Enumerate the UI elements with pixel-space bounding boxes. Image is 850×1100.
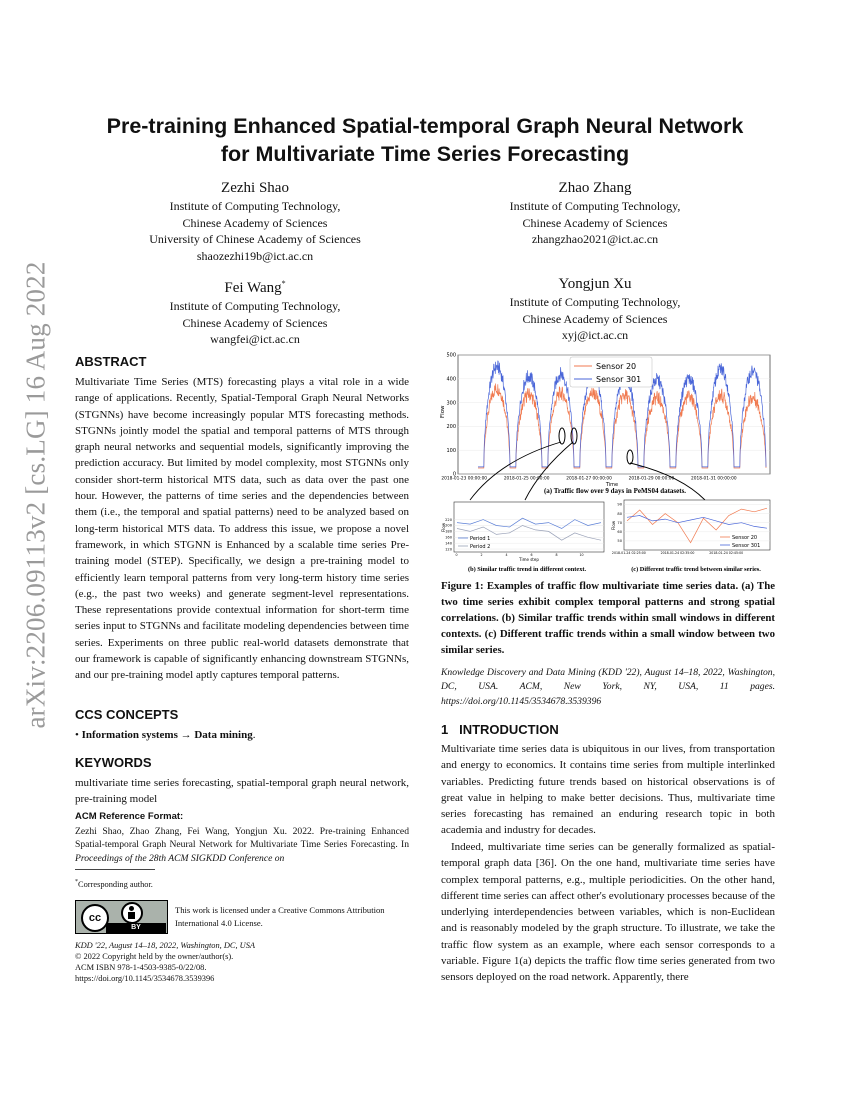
subcaption-a: (a) Traffic flow over 9 days in PeMS04 datasets. [543, 487, 687, 495]
author-affiliation: Institute of Computing Technology, [509, 199, 681, 213]
panel-a-ylabel: Flow [440, 405, 446, 418]
intro-heading-text: INTRODUCTION [459, 722, 559, 737]
copyright-isbn: ACM ISBN 978-1-4503-9385-0/22/08. [75, 963, 207, 972]
y-tick-label: 200 [445, 523, 452, 528]
author-email[interactable]: zhangzhao2021@ict.ac.cn [531, 232, 659, 246]
author-affiliation: Institute of Computing Technology, [509, 295, 681, 309]
subcaption-c: (c) Different traffic trend between similar series. [631, 566, 761, 573]
ccs-heading: CCS CONCEPTS [75, 707, 179, 722]
author-name: Zezhi Shao [221, 180, 289, 196]
author-email[interactable]: xyj@ict.ac.cn [561, 328, 629, 342]
intro-heading-number: 1 [441, 722, 449, 737]
y-tick-label: 50 [617, 539, 622, 544]
x-tick-label: 4 [505, 553, 508, 558]
arxiv-stamp [16, 261, 56, 729]
copyright-block [75, 940, 255, 984]
subcaption-b: (b) Similar traffic trend in different context. [467, 566, 587, 573]
footnote-mark: * [75, 879, 78, 885]
author-affiliation: Chinese Academy of Sciences [182, 315, 328, 330]
keywords-heading: KEYWORDS [75, 755, 152, 770]
panel-a [440, 353, 770, 500]
panel-c [611, 500, 770, 555]
acm-ref-plain: Zezhi Shao, Zhao Zhang, Fei Wang, Yongjun Xu. 2022. Pre-training Enhanced Spatial-temporal Graph Neural Network for Multivariate Time Series Forecasting. In [75, 826, 409, 851]
y-tick-label: 100 [446, 447, 456, 454]
x-tick-label: 10 [579, 553, 584, 558]
y-tick-label: 180 [445, 529, 452, 534]
cc-license-badge[interactable] [75, 900, 168, 934]
author-affiliation: Institute of Computing Technology, [169, 199, 341, 213]
y-tick-label: 80 [617, 511, 622, 516]
y-tick-label: 60 [617, 530, 622, 535]
acm-ref-heading: ACM Reference Format: [75, 811, 184, 822]
author-affiliation: Institute of Computing Technology, [169, 299, 341, 313]
author-block-4 [440, 274, 750, 344]
panel-b [441, 502, 604, 562]
author-name: Yongjun Xu [558, 276, 632, 292]
figure-1 [440, 350, 775, 575]
intro-paragraph-2: Indeed, multivariate time series can be generally formalized as spatial-temporal graph data [36]. On the one hand, multivariate time series have complex temporal patterns, e.g., multiple periodicities. On the other hand, different time series can affect other's evolutionary processes because of the underlying interdependencies between variables, which is non-Euclidean and is reasonably modeled by the graph structure. To illustrate, we take the traffic flow system as an example, where each sensor corresponds to a variable. Figure 1(a) depicts the traffic flow time series generated from two sensors deployed on the road network. Apparently, there [441, 841, 775, 984]
x-tick-label: 2018-01-24 02:25:00 [611, 551, 646, 556]
y-tick-label: 70 [617, 520, 622, 525]
ccs-item: Data mining [194, 729, 253, 741]
y-tick-label: 90 [617, 502, 622, 507]
x-tick-label: 2 [480, 553, 483, 558]
author-name: Zhao Zhang [558, 180, 632, 196]
y-tick-label: 200 [446, 424, 456, 431]
y-tick-label: 160 [445, 535, 452, 540]
author-block-1 [100, 178, 410, 264]
author-name: Fei Wang [224, 280, 282, 296]
author-affiliation: Chinese Academy of Sciences [182, 215, 328, 230]
author-affiliation: Chinese Academy of Sciences [522, 215, 668, 230]
panel-a-xticks [441, 475, 737, 481]
figure-caption: Figure 1: Examples of traffic flow multivariate time series data. (a) The two time series exhibit complex temporal patterns and strong spatial correlations. (b) Similar traffic trends within small windows in different contexts. (c) Different traffic trends within a small window between two similar series. [441, 580, 775, 656]
legend-period-1: Period 1 [470, 536, 491, 542]
footnote-rule [75, 869, 155, 870]
legend-sensor-301: Sensor 301 [596, 375, 642, 384]
conference-note: Knowledge Discovery and Data Mining (KDD '22), August 14–18, 2022, Washington, DC, USA. ACM, New York, NY, USA, 11 pages. https://doi.org/10.1145/3534678.3539396 [441, 667, 775, 707]
figure-svg [440, 350, 775, 575]
intro-paragraph-1: Multivariate time series data is ubiquitous in our lives, from transportation and energy to economics. It contains time series from multiple interlinked variables. Predicting future trends based on historical observations is of great value in helping to make better decisions. Thus, multivariate time series forecasting has remained an enduring research topic in both academia and industry for decades. [441, 743, 775, 837]
footnote [75, 877, 153, 890]
title-line-1: Pre-training Enhanced Spatial-temporal Graph Neural Network [106, 114, 744, 138]
acm-ref-text [75, 825, 409, 865]
keywords-text: multivariate time series forecasting, spatial-temporal graph neural network, pre-training model [75, 777, 409, 806]
y-tick-label: 0 [452, 471, 456, 478]
x-tick-label: 0 [455, 553, 458, 558]
cc-icon: cc [81, 904, 109, 932]
author-block-3 [100, 274, 410, 348]
author-block-2 [440, 178, 750, 248]
y-tick-label: 400 [446, 376, 456, 383]
license-text: This work is licensed under a Creative Commons Attribution International 4.0 License. [175, 905, 385, 928]
author-affiliation: Chinese Academy of Sciences [522, 311, 668, 326]
legend-sensor-20: Sensor 20 [596, 362, 637, 371]
x-tick-label: 2018-01-29 00:00:00 [628, 476, 675, 482]
ccs-arrow: → [180, 729, 192, 741]
title-line-2: for Multivariate Time Series Forecasting [220, 142, 630, 166]
x-tick-label: 2018-01-31 00:00:00 [691, 476, 737, 482]
panel-c-xticks [612, 551, 743, 555]
x-tick-label: 6 [530, 553, 533, 558]
paper-title [60, 112, 790, 168]
legend-sensor-301-c: Sensor 301 [732, 543, 761, 549]
x-tick-label: 2018-01-24 02:45:00 [709, 551, 744, 556]
footnote-text: Corresponding author. [78, 879, 153, 889]
y-tick-label: 220 [445, 517, 452, 522]
y-tick-label: 500 [446, 352, 456, 359]
x-tick-label: 2018-01-27 00:00:00 [566, 476, 612, 482]
panel-b-xlabel: Time step [519, 557, 539, 562]
legend-sensor-20-c: Sensor 20 [732, 535, 758, 541]
author-email[interactable]: shaozezhi19b@ict.ac.cn [196, 248, 314, 263]
person-icon [121, 902, 143, 924]
panel-a-xlabel: Time [605, 482, 619, 488]
arxiv-stamp-text: arXiv:2206.09113v2 [cs.LG] 16 Aug 2022 [20, 261, 51, 729]
y-tick-label: 140 [445, 541, 452, 546]
panel-a-legend [570, 357, 652, 387]
panel-b-ylabel: Flow [441, 522, 446, 532]
author-affiliation: University of Chinese Academy of Sciences [149, 232, 361, 246]
author-email[interactable]: wangfei@ict.ac.cn [210, 332, 300, 346]
ccs-bullet: • [75, 729, 79, 741]
acm-ref-italic: Proceedings of the 28th ACM SIGKDD Conference on [75, 852, 285, 864]
y-tick-label: 300 [446, 400, 456, 407]
ccs-item: Information systems [81, 729, 178, 741]
ccs-end: . [252, 729, 256, 741]
x-tick-label: 8 [555, 553, 558, 558]
legend-period-2: Period 2 [470, 544, 491, 550]
copyright-doi[interactable]: https://doi.org/10.1145/3534678.3539396 [75, 974, 215, 983]
by-label: BY [106, 923, 166, 933]
abstract-text: Multivariate Time Series (MTS) forecasting plays a vital role in a wide range of applications. Recently, Spatial-Temporal Graph Neural Networks (STGNNs) have become increasingly popular MTS forecasting methods. STGNNs jointly model the spatial and temporal patterns of MTS through graph neural networks and sequential models, significantly improving the prediction accuracy. But limited by model complexity, most STGNNs only consider short-term historical MTS data, such as data over the past one hour. However, the patterns of time series and the dependencies between them (i.e., the temporal and spatial patterns) need to be analyzed based on long-term historical MTS data. To address this issue, we propose a novel framework, in which STGNN is Enhanced by a scalable time series Pre-training model (STEP). Specifically, we design a pre-training model to efficiently learn temporal patterns from very long-term history time series (e.g., the past two weeks) and generate segment-level representations. These representations provide contextual information for short-term time series input to STGNNs and facilitate modeling dependencies between time series. Experiments on three public real-world datasets demonstrate that our framework is capable of significantly enhancing downstream STGNNs, and our pre-training model aptly captures temporal patterns. [75, 376, 409, 682]
copyright-venue: KDD '22, August 14–18, 2022, Washington, DC, USA [75, 941, 256, 950]
x-tick-label: 2018-01-25 00:00:00 [503, 476, 550, 482]
copyright-holder: © 2022 Copyright held by the owner/author(s). [75, 952, 234, 961]
ccs-concepts [75, 727, 255, 743]
x-tick-label: 2018-01-24 02:35:00 [660, 551, 695, 556]
y-tick-label: 120 [445, 547, 452, 552]
x-tick-label: 2018-01-23 00:00:00 [441, 476, 488, 482]
abstract-heading: ABSTRACT [75, 354, 147, 369]
intro-heading [441, 722, 559, 737]
panel-c-ylabel: Flow [611, 520, 616, 530]
corresponding-mark: * [281, 279, 286, 288]
